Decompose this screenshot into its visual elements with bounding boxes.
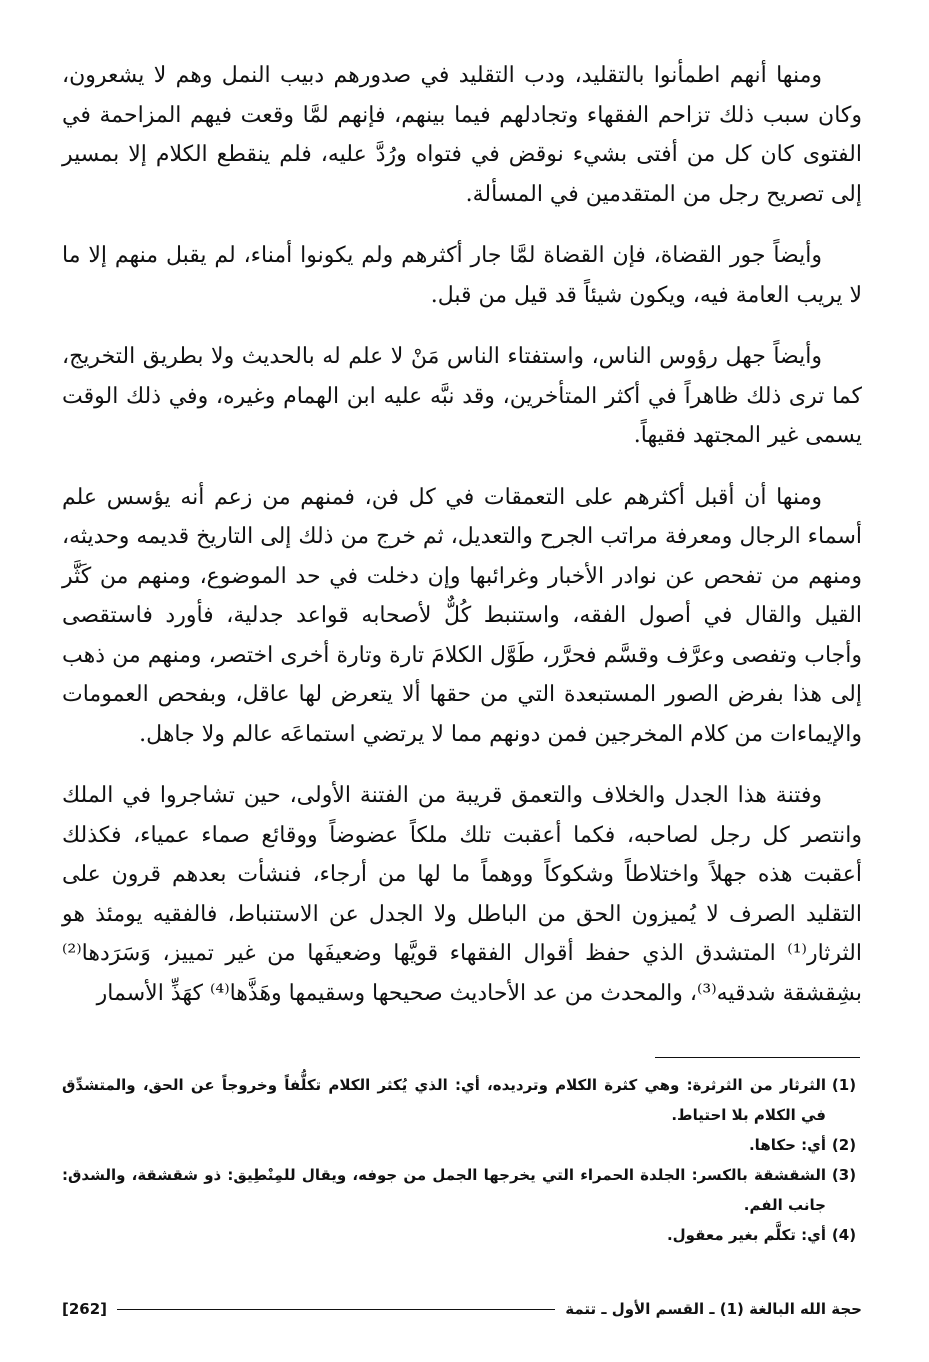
paragraph-3: وأيضاً جهل رؤوس الناس، واستفتاء الناس مَنْ لا علم له بالحديث ولا بطريق التخريج، كما ترى ذلك ظاهراً في أكثر المتأخرين، وقد نبَّه عليه ابن الهمام وغيره، وفي ذلك الوقت يسمى غير المجتهد فقيهاً. bbox=[62, 344, 862, 448]
paragraph-2: وأيضاً جور القضاة، فإن القضاة لمَّا جار أكثرهم ولم يكونوا أمناء، لم يقبل منهم إلا ما لا يريب العامة فيه، ويكون شيئاً قد قيل من قبل. bbox=[62, 243, 862, 308]
footnote-number: (2) bbox=[831, 1136, 857, 1154]
footnote-number: (4) bbox=[831, 1226, 857, 1244]
footnote-text: الثرثار من الثرثرة: وهي كثرة الكلام وترديده، أي: الذي يُكثر الكلام تكلُّفاً وخروجاً عن الحق، والمتشدِّق في الكلام بلا احتياط. bbox=[62, 1076, 826, 1124]
footnote-number: (1) bbox=[831, 1076, 857, 1094]
main-text bbox=[62, 56, 862, 1035]
page-footer bbox=[62, 1300, 862, 1318]
footnote-item bbox=[62, 1130, 862, 1160]
page-number: [262] bbox=[62, 1300, 108, 1318]
paragraph-1: ومنها أنهم اطمأنوا بالتقليد، ودب التقليد في صدورهم دبيب النمل وهم لا يشعرون، وكان سبب ذلك تزاحم الفقهاء وتجادلهم فيما بينهم، فإنهم لمَّا وقعت فيهم المزاحمة في الفتوى كان كل من أفتى بشيء نوقض في فتواه ورُدَّ عليه، فلم ينقطع الكلام إلا بمسير إلى تصريح رجل من المتقدمين في المسألة. bbox=[62, 63, 862, 207]
footnote-text: الشقشقة بالكسر: الجلدة الحمراء التي يخرجها الجمل من جوفه، ويقال للمِنْطِيق: ذو شقشقة، والشدق: جانب الفم. bbox=[62, 1166, 826, 1214]
footnote-text: أي: حكاها. bbox=[748, 1136, 826, 1154]
paragraph-5: وفتنة هذا الجدل والخلاف والتعمق قريبة من الفتنة الأولى، حين تشاجروا في الملك وانتصر كل رجل لصاحبه، فكما أعقبت تلك ملكاً عضوضاً ووقائع صماء عمياء، فكذلك أعقبت هذه جهلاً واختلاطاً وشكوكاً ووهماً ما لها من أرجاء، فنشأت بعدهم قرون على التقليد الصرف لا يُميزون الحق من الباطل ولا الجدل عن الاستنباط، فالفقيه يومئذ هو الثرثار⁽¹⁾ المتشدق الذي حفظ أقوال الفقهاء قويَّها وضعيفَها من غير تمييز، وَسَرَدها⁽²⁾ بشِقشقة شدقيه⁽³⁾، والمحدث من عد الأحاديث صحيحها وسقيمها وهَذَّها⁽⁴⁾ كهَذِّ الأسمار bbox=[62, 783, 862, 1006]
footnote-number: (3) bbox=[831, 1166, 857, 1184]
footnote-item bbox=[62, 1070, 862, 1130]
footnote-divider bbox=[655, 1057, 860, 1058]
footnotes bbox=[62, 1070, 862, 1250]
footnote-text: أي: تكلَّم بغير معقول. bbox=[666, 1226, 826, 1244]
footer-rule bbox=[117, 1309, 555, 1310]
footnote-item bbox=[62, 1160, 862, 1220]
paragraph-4: ومنها أن أقبل أكثرهم على التعمقات في كل فن، فمنهم من زعم أنه يؤسس علم أسماء الرجال ومعرفة مراتب الجرح والتعديل، ثم خرج من ذلك إلى التاريخ قديمه وحديثه، ومنهم من تفحص عن نوادر الأخبار وغرائبها وإن دخلت في حد الموضوع، ومنهم من كَثَّر القيل والقال في أصول الفقه، واستنبط كُلٌّ لأصحابه قواعد جدلية، فأورد فاستقصى وأجاب وتفصى وعرَّف وقسَّم فحرَّر، طَوَّل الكلامَ تارة وتارة أخرى اختصر، ومنهم من ذهب إلى هذا بفرض الصور المستبعدة التي من حقها ألا يتعرض لها عاقل، وبفحص العمومات والإيماءات من كلام المخرجين فمن دونهم مما لا يرتضي استماعَه عالم ولا جاهل. bbox=[62, 484, 862, 747]
footnote-item bbox=[62, 1220, 862, 1250]
running-title: حجة الله البالغة (1) ـ القسم الأول ـ تتمة bbox=[565, 1300, 862, 1318]
